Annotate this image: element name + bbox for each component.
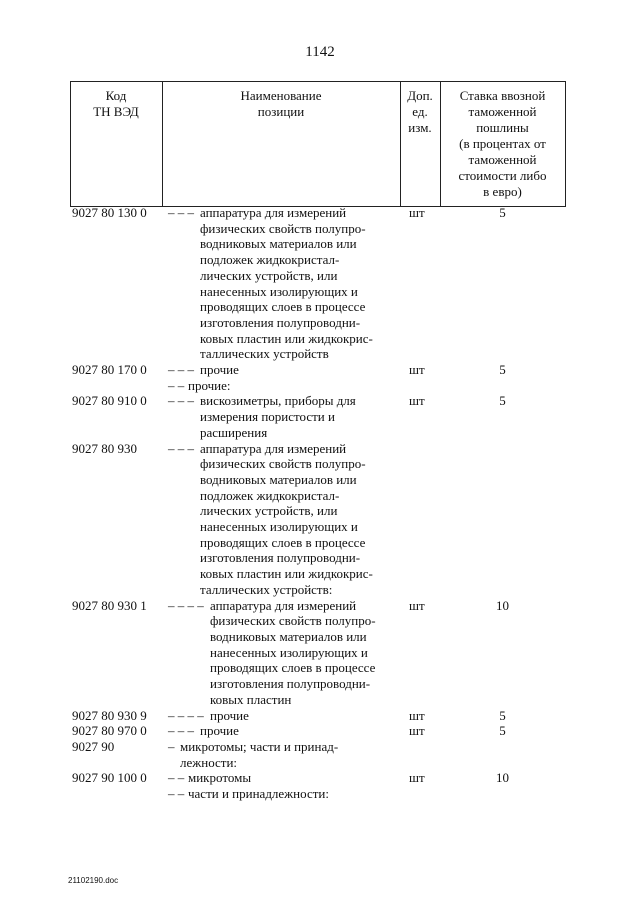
table-row — [0, 786, 640, 802]
row-unit: шт — [409, 770, 425, 786]
row-unit: шт — [409, 597, 425, 613]
row-code: 9027 80 930 9 — [72, 707, 147, 723]
row-description: микротомы — [188, 770, 252, 786]
tariff-rows — [0, 205, 640, 802]
row-unit: шт — [409, 205, 425, 220]
header-name-line: позиции — [257, 104, 305, 119]
row-rate: 5 — [499, 707, 506, 723]
row-unit: шт — [409, 393, 425, 409]
row-indent-dashes: – — [168, 738, 175, 754]
row-rate: 5 — [499, 362, 506, 378]
header-unit — [400, 88, 440, 136]
header-rate-line: пошлины — [476, 120, 529, 135]
row-rate: 5 — [499, 723, 506, 739]
document-filename: 21102190.doc — [68, 876, 119, 885]
header-rate-line: в евро) — [483, 184, 522, 199]
header-rate-line: таможенной — [468, 104, 537, 119]
table-row — [0, 739, 640, 770]
table-row — [0, 723, 640, 739]
row-indent-dashes: – – – — [168, 723, 194, 739]
header-unit-line: ед. — [412, 104, 428, 119]
table-row — [0, 598, 640, 708]
row-indent-dashes: – – – – — [168, 707, 204, 723]
table-row — [0, 441, 640, 598]
header-code-line: ТН ВЭД — [93, 104, 139, 119]
header-rate-line: таможенной — [468, 152, 537, 167]
row-description: прочие — [200, 723, 239, 739]
row-unit: шт — [409, 362, 425, 378]
table-border-right — [565, 81, 566, 207]
row-rate: 5 — [499, 205, 506, 220]
table-top-rule — [70, 81, 565, 82]
row-description: прочие — [200, 362, 239, 378]
header-rate-line: стоимости либо — [458, 168, 547, 183]
header-name — [162, 88, 400, 120]
row-code: 9027 90 100 0 — [72, 770, 147, 786]
row-unit: шт — [409, 723, 425, 739]
table-row — [0, 770, 640, 786]
row-code: 9027 80 130 0 — [72, 205, 147, 220]
table-row — [0, 393, 640, 440]
row-description: прочие: — [188, 377, 231, 393]
row-unit: шт — [409, 707, 425, 723]
header-name-line: Наименование — [240, 88, 322, 103]
row-indent-dashes: – – — [168, 786, 185, 802]
row-description: аппаратура для измерений физических свойств полупро- водниковых материалов или подложек жидкокристал- лических устройств, или нанесенных изолирующих и проводящих слоев в процессе изготовления полупроводни- ковых пластин или жидкокрис- таллических устройств: — [200, 440, 373, 597]
header-code — [70, 88, 162, 120]
row-description: прочие — [210, 707, 249, 723]
header-rate — [440, 88, 565, 200]
row-indent-dashes: – – – — [168, 393, 194, 409]
row-code: 9027 80 170 0 — [72, 362, 147, 378]
table-row — [0, 362, 640, 378]
row-indent-dashes: – – — [168, 770, 185, 786]
header-rate-line: (в процентах от — [459, 136, 546, 151]
row-code: 9027 80 930 1 — [72, 597, 147, 613]
row-indent-dashes: – – – — [168, 205, 194, 220]
row-description: аппаратура для измерений физических свойств полупро- водниковых материалов или нанесенных изолирующих и проводящих слоев в процессе изготовления полупроводни- ковых пластин — [210, 597, 376, 707]
page-number: 1142 — [305, 44, 335, 60]
header-unit-line: изм. — [408, 120, 432, 135]
row-indent-dashes: – – – — [168, 440, 194, 456]
table-row — [0, 708, 640, 724]
row-code: 9027 90 — [72, 738, 115, 754]
row-indent-dashes: – – – – — [168, 597, 204, 613]
row-rate: 10 — [496, 597, 509, 613]
row-code: 9027 80 970 0 — [72, 723, 147, 739]
header-code-line: Код — [105, 88, 127, 103]
row-rate: 10 — [496, 770, 509, 786]
header-rate-line: Ставка ввозной — [459, 88, 546, 103]
table-row — [0, 378, 640, 394]
row-indent-dashes: – – — [168, 377, 185, 393]
row-description: вискозиметры, приборы для измерения пористости и расширения — [200, 393, 356, 440]
table-row — [0, 205, 640, 362]
header-unit-line: Доп. — [407, 88, 433, 103]
row-code: 9027 80 910 0 — [72, 393, 147, 409]
row-rate: 5 — [499, 393, 506, 409]
row-description: микротомы; части и принад- лежности: — [180, 738, 339, 770]
row-indent-dashes: – – – — [168, 362, 194, 378]
row-code: 9027 80 930 — [72, 440, 137, 456]
row-description: аппаратура для измерений физических свойств полупро- водниковых материалов или подложек жидкокристал- лических устройств, или нанесенных изолирующих и проводящих слоев в процессе изготовления полупроводни- ковых пластин или жидкокрис- таллических устройств — [200, 205, 373, 362]
row-description: части и принадлежности: — [188, 786, 329, 802]
